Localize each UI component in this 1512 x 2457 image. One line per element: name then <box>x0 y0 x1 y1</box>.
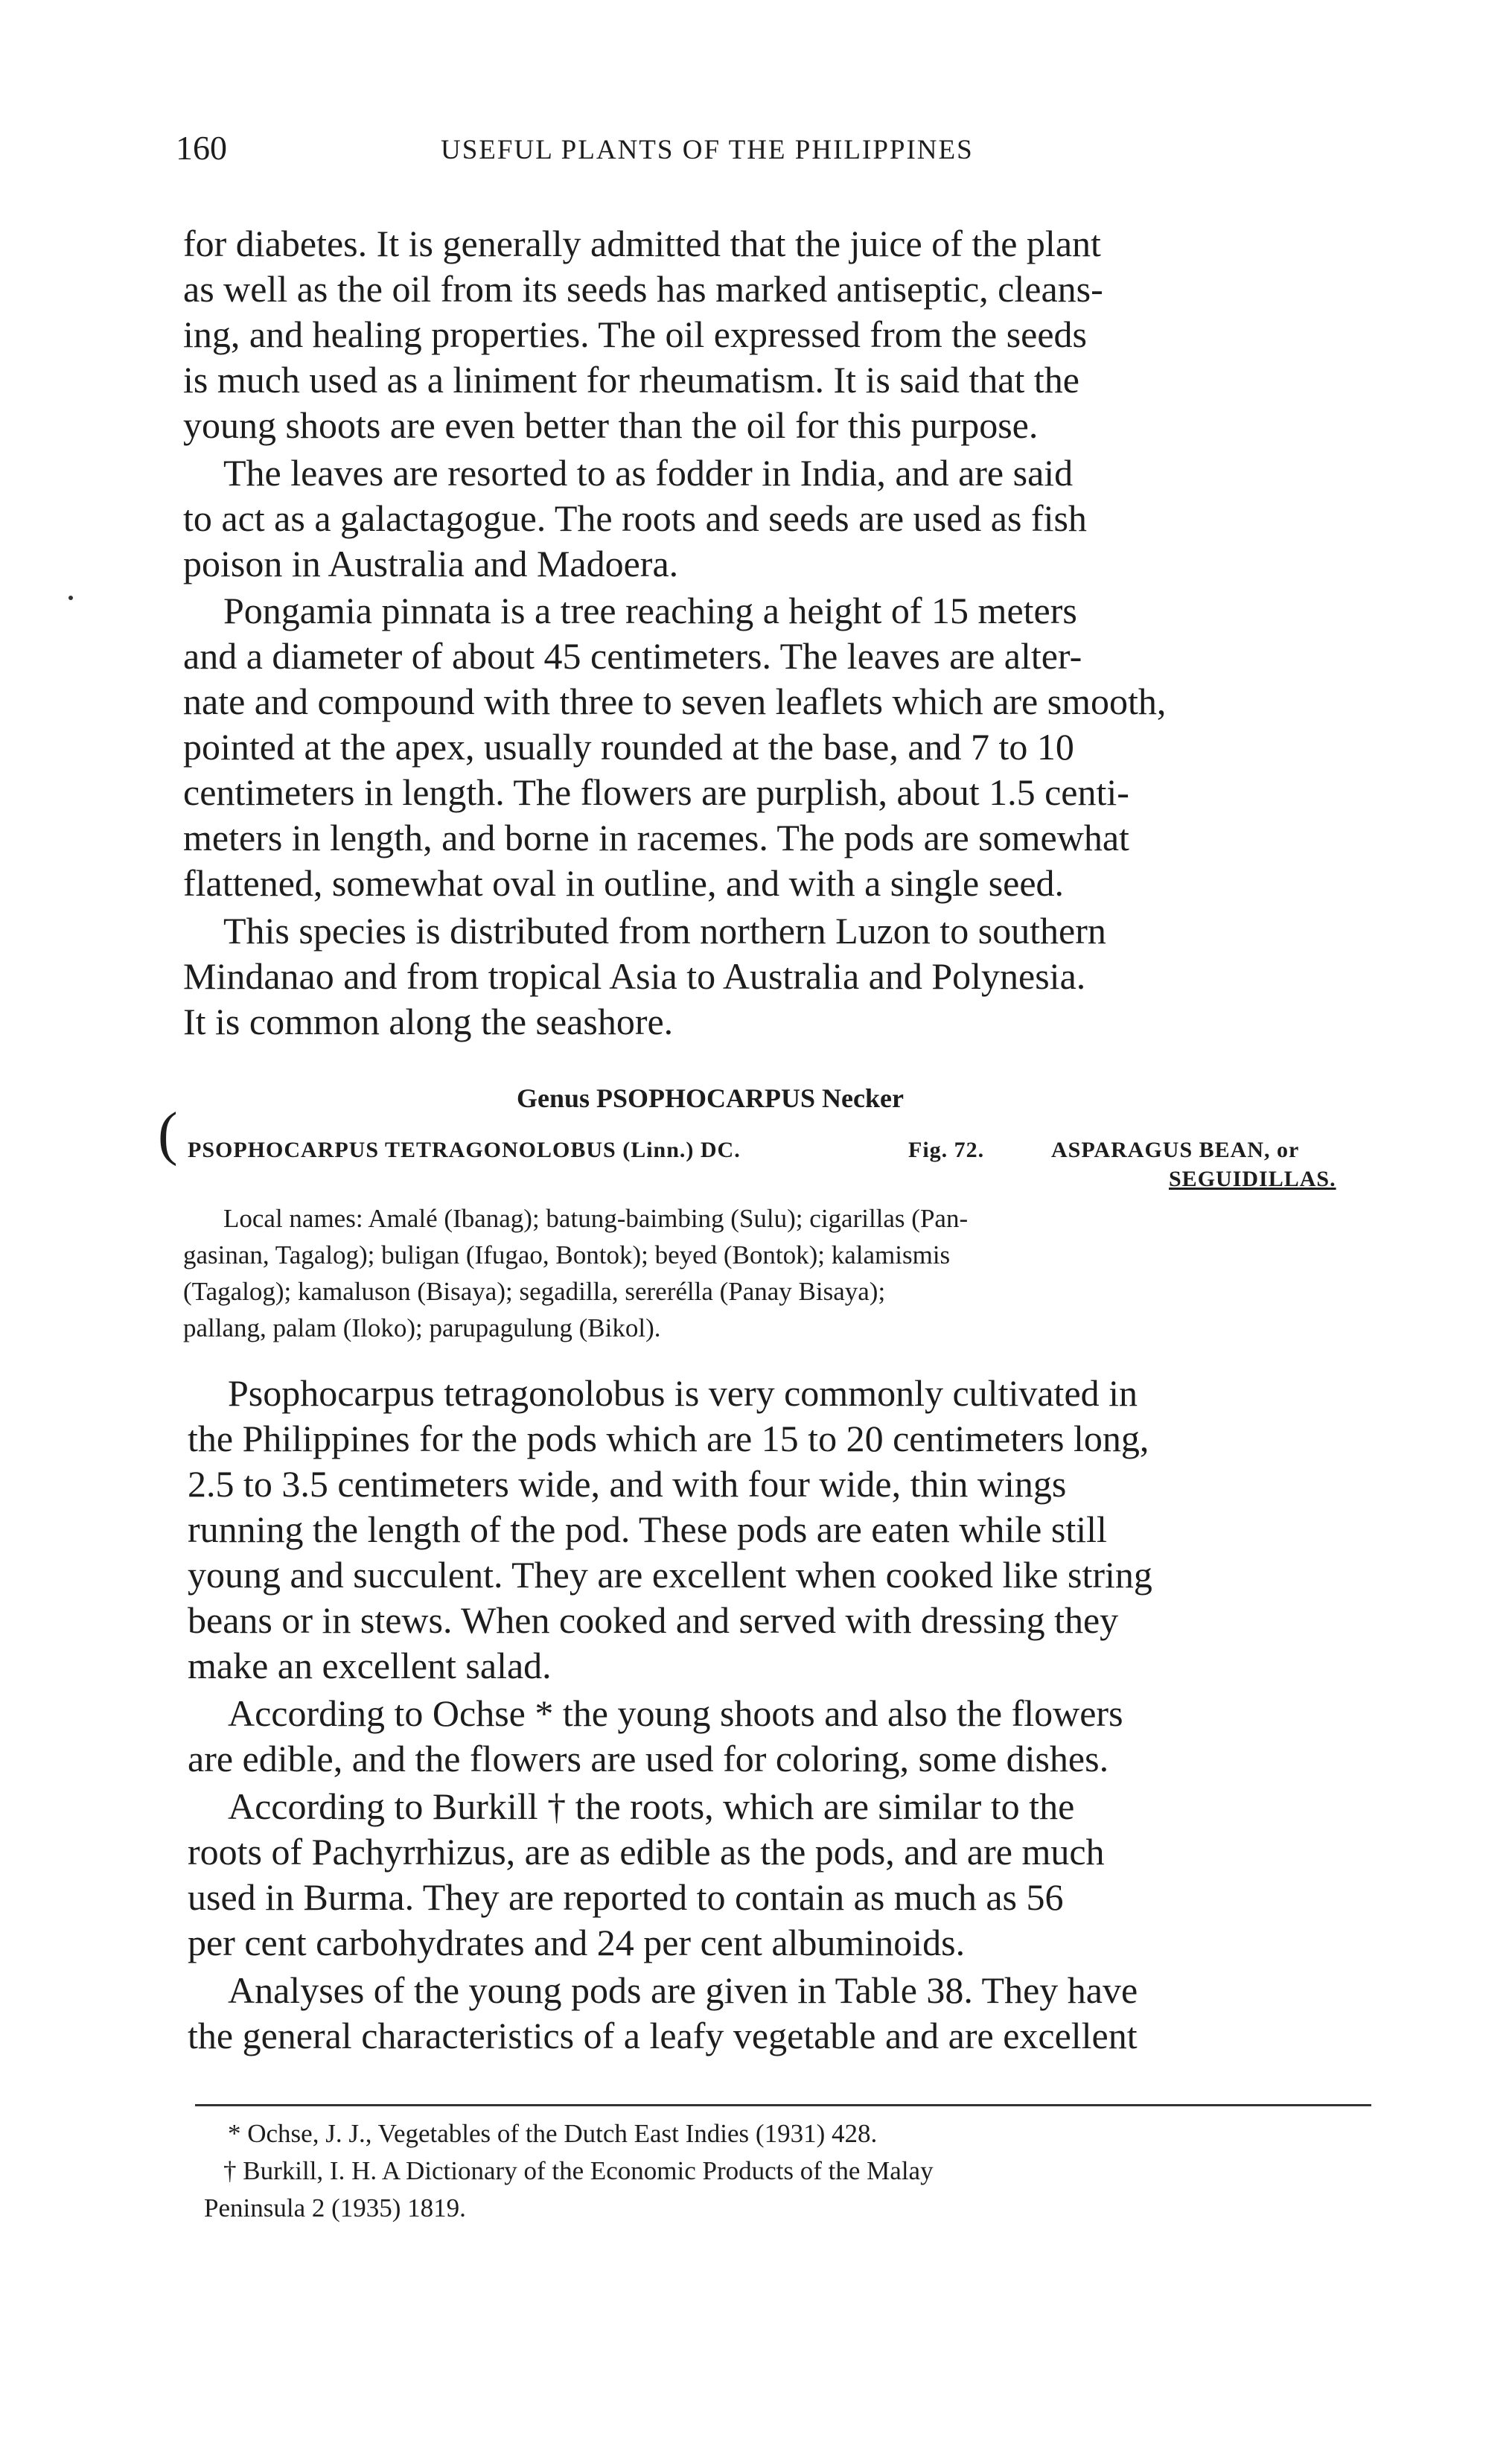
local-names-line: Local names: Amalé (Ibanag); batung-baimbing (Sulu); cigarillas (Pan- <box>223 1204 969 1233</box>
genus-heading: Genus PSOPHOCARPUS Necker <box>517 1083 904 1113</box>
figure-reference: Fig. 72. <box>908 1138 985 1162</box>
text-line: pointed at the apex, usually rounded at the base, and 7 to 10 <box>183 726 1074 768</box>
text-line: poison in Australia and Madoera. <box>183 543 679 584</box>
text-line: The leaves are resorted to as fodder in India, and are said <box>223 452 1074 494</box>
text-line: as well as the oil from its seeds has marked antiseptic, cleans- <box>183 268 1103 310</box>
footnote-rule <box>195 2104 1371 2106</box>
text-line: ing, and healing properties. The oil expressed from the seeds <box>183 313 1088 355</box>
text-line: 2.5 to 3.5 centimeters wide, and with four wide, thin wings <box>188 1463 1067 1505</box>
text-line: It is common along the seashore. <box>183 1001 674 1042</box>
text-line: Mindanao and from tropical Asia to Australia and Polynesia. <box>183 955 1086 997</box>
text-line: young and succulent. They are excellent when cooked like string <box>188 1554 1152 1596</box>
text-line: beans or in stews. When cooked and served with dressing they <box>188 1599 1119 1641</box>
text-line: meters in length, and borne in racemes. The pods are somewhat <box>183 817 1129 858</box>
species-name: PSOPHOCARPUS TETRAGONOLOBUS (Linn.) DC. <box>188 1138 741 1162</box>
text-line: Analyses of the young pods are given in Table 38. They have <box>228 1969 1138 2011</box>
page-number: 160 <box>176 129 227 167</box>
text-line: running the length of the pod. These pods are eaten while still <box>188 1508 1107 1550</box>
local-names-line: (Tagalog); kamaluson (Bisaya); segadilla, sererélla (Panay Bisaya); <box>183 1277 886 1306</box>
common-name: ASPARAGUS BEAN, or <box>1051 1138 1300 1162</box>
margin-bracket: ( <box>158 1101 178 1167</box>
text-line: the Philippines for the pods which are 15 to 20 centimeters long, <box>188 1418 1149 1459</box>
common-name-2: SEGUIDILLAS. <box>1169 1167 1336 1191</box>
stray-ink-dot <box>68 596 73 600</box>
local-names-line: pallang, palam (Iloko); parupagulung (Bikol). <box>183 1313 661 1342</box>
text-line: are edible, and the flowers are used for coloring, some dishes. <box>188 1738 1109 1779</box>
local-names-line: gasinan, Tagalog); buligan (Ifugao, Bontok); beyed (Bontok); kalamismis <box>183 1240 951 1269</box>
text-line: young shoots are even better than the oil for this purpose. <box>183 404 1039 446</box>
text-line: make an excellent salad. <box>188 1645 552 1686</box>
footnote-ochse: * Ochse, J. J., Vegetables of the Dutch East Indies (1931) 428. <box>228 2119 878 2148</box>
text-line: roots of Pachyrrhizus, are as edible as the pods, and are much <box>188 1831 1105 1873</box>
text-line: for diabetes. It is generally admitted that the juice of the plant <box>183 223 1101 264</box>
text-line: nate and compound with three to seven leaflets which are smooth, <box>183 681 1167 722</box>
text-line: According to Burkill † the roots, which are similar to the <box>228 1785 1075 1827</box>
text-line: According to Ochse * the young shoots and also the flowers <box>228 1692 1123 1734</box>
text-line: is much used as a liniment for rheumatism. It is said that the <box>183 359 1079 401</box>
text-line: used in Burma. They are reported to contain as much as 56 <box>188 1876 1064 1918</box>
text-line: and a diameter of about 45 centimeters. The leaves are alter- <box>183 635 1082 677</box>
footnote-burkill-cont: Peninsula 2 (1935) 1819. <box>204 2193 466 2222</box>
text-line: This species is distributed from northern Luzon to southern <box>223 910 1106 952</box>
text-line: per cent carbohydrates and 24 per cent albuminoids. <box>188 1922 966 1963</box>
text-line: Psophocarpus tetragonolobus is very commonly cultivated in <box>228 1372 1138 1414</box>
text-line: to act as a galactagogue. The roots and seeds are used as fish <box>183 497 1087 539</box>
footnote-burkill: † Burkill, I. H. A Dictionary of the Economic Products of the Malay <box>223 2156 934 2185</box>
running-title: USEFUL PLANTS OF THE PHILIPPINES <box>441 135 974 165</box>
text-line: Pongamia pinnata is a tree reaching a height of 15 meters <box>223 590 1077 631</box>
text-line: flattened, somewhat oval in outline, and with a single seed. <box>183 862 1065 904</box>
text-line: the general characteristics of a leafy vegetable and are excellent <box>188 2015 1138 2056</box>
text-line: centimeters in length. The flowers are purplish, about 1.5 centi- <box>183 771 1129 813</box>
